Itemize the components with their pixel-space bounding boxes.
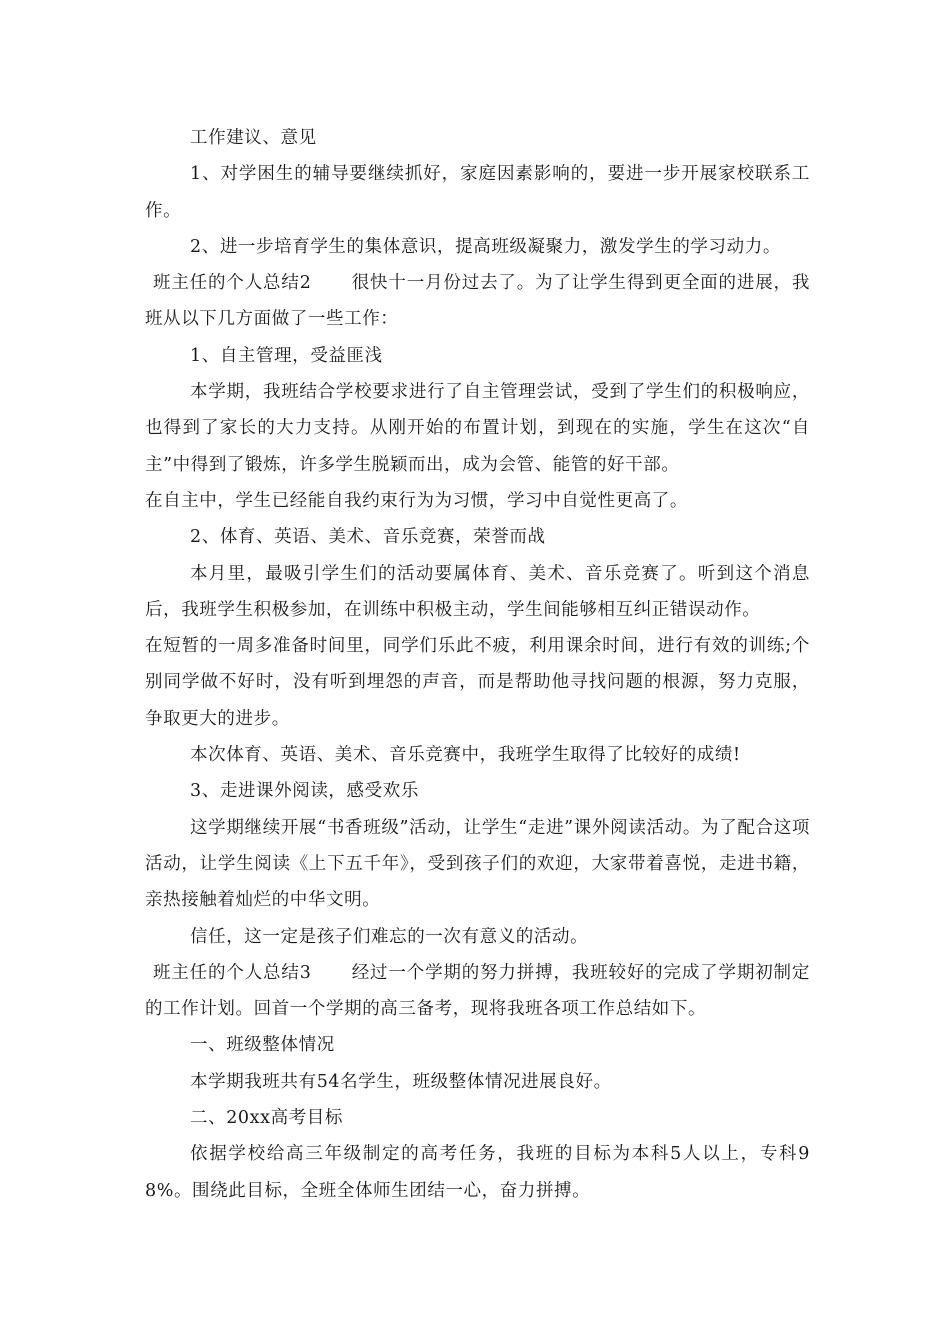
summary-3-heading: 班主任的个人总结3 — [153, 962, 312, 983]
paragraph: 这学期继续开展“书香班级”活动，让学生“走进”课外阅读活动。为了配合这项活动，让学生阅读《上下五千年》，受到孩子们的欢迎，大家带着喜悦，走进书籍，亲热接触着灿烂的中华文明。 — [145, 817, 810, 911]
paragraph: 本学期，我班结合学校要求进行了自主管理尝试，受到了学生们的积极响应，也得到了家长的大力支持。从刚开始的布置计划，到现在的实施，学生在这次“自主”中得到了锻炼，许多学生脱颖而出，成为会管、能管的好干部。 — [145, 382, 810, 475]
paragraph: 2、进一步培育学生的集体意识，提高班级凝聚力，激发学生的学习动力。 — [190, 236, 781, 257]
summary-2-heading: 班主任的个人总结2 — [153, 273, 312, 294]
section-heading: 1、自主管理，受益匪浅 — [190, 345, 383, 366]
paragraph: 本月里，最吸引学生们的活动要属体育、美术、音乐竞赛了。听到这个消息后，我班学生积极参加，在训练中积极主动，学生间能够相互纠正错误动作。 — [145, 563, 810, 620]
document-body — [145, 120, 810, 1209]
summary-3-block — [145, 955, 810, 1028]
section-heading: 2、体育、英语、美术、音乐竞赛，荣誉而战 — [190, 527, 546, 548]
summary-2-block — [145, 265, 810, 338]
paragraph: 本次体育、英语、美术、音乐竞赛中，我班学生取得了比较好的成绩! — [190, 745, 741, 766]
section-heading: 一、班级整体情况 — [190, 1035, 335, 1056]
section-heading: 二、20xx高考目标 — [190, 1108, 344, 1129]
paragraph: 本学期我班共有54名学生，班级整体情况进展良好。 — [190, 1071, 612, 1092]
paragraph: 1、对学困生的辅导要继续抓好，家庭因素影响的，要进一步开展家校联系工作。 — [145, 164, 810, 221]
section-heading: 3、走进课外阅读，感受欢乐 — [190, 781, 419, 802]
summary-2-intro: 很快十一月份过去了。为了让学生得到更全面的进展，我班从以下几方面做了一些工作： — [145, 273, 810, 330]
summary-3-intro: 经过一个学期的努力拼搏，我班较好的完成了学期初制定的工作计划。回首一个学期的高三备考，现将我班各项工作总结如下。 — [145, 962, 810, 1020]
paragraph: 在短暂的一周多准备时间里，同学们乐此不疲，利用课余时间，进行有效的训练;个别同学做不好时，没有听到埋怨的声音，而是帮助他寻找问题的根源，努力克服，争取更大的进步。 — [145, 636, 810, 729]
paragraph: 依据学校给高三年级制定的高考任务，我班的目标为本科5人以上，专科98%。围绕此目标，全班全体师生团结一心，奋力拼搏。 — [145, 1144, 810, 1201]
section-heading: 工作建议、意见 — [190, 128, 317, 148]
paragraph: 在自主中，学生已经能自我约束行为为习惯，学习中自觉性更高了。 — [145, 490, 688, 511]
paragraph: 信任，这一定是孩子们难忘的一次有意义的活动。 — [190, 926, 589, 947]
